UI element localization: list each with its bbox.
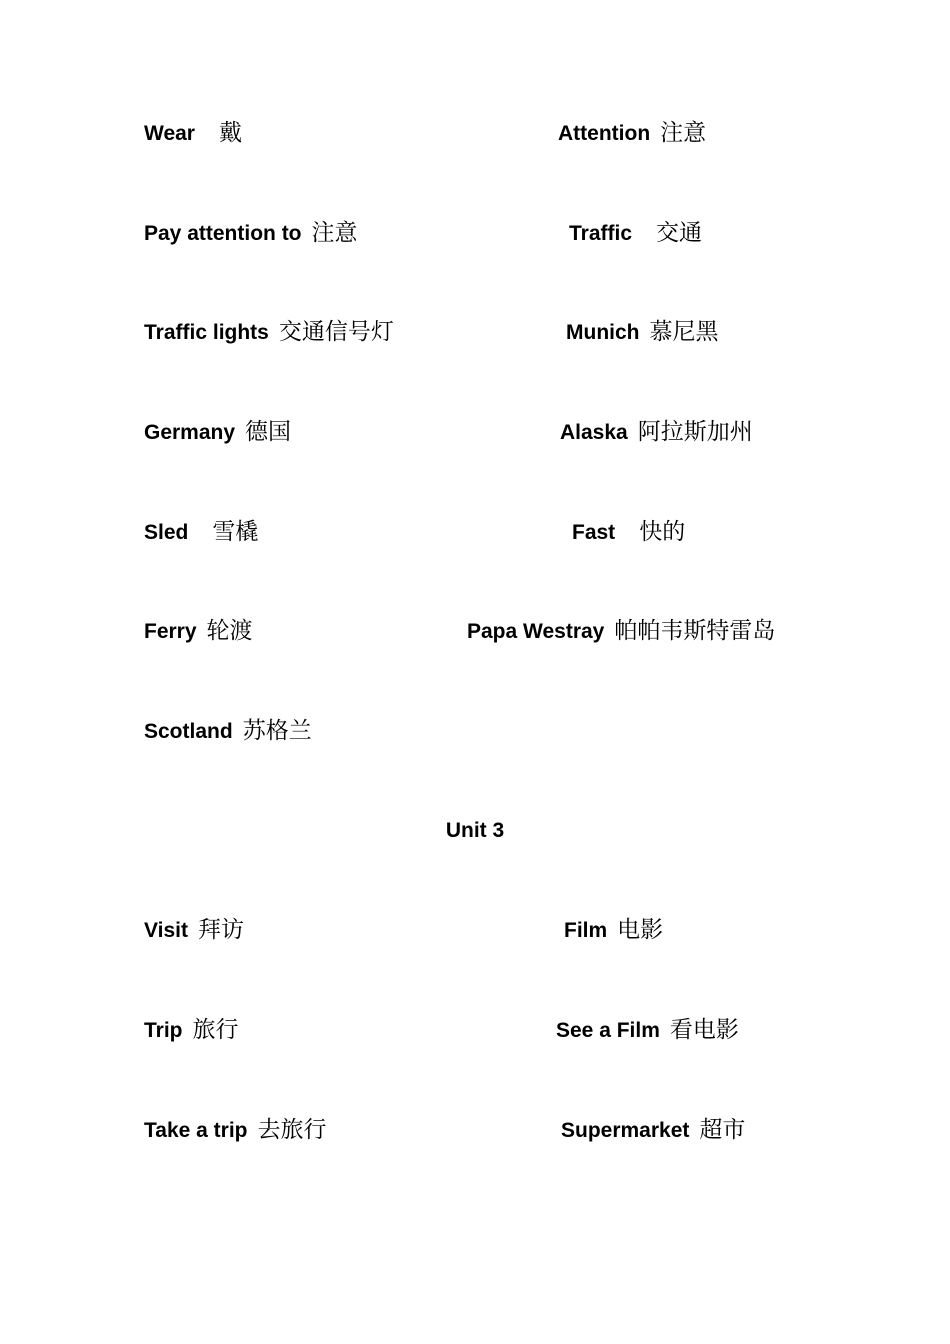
vocab-entry-wear <box>144 119 242 148</box>
vocab-entry-fast <box>572 518 685 547</box>
vocab-entry-scotland <box>144 717 312 746</box>
vocab-entry-papa-westray <box>467 617 775 646</box>
vocab-chinese: 注意 <box>660 120 707 146</box>
vocab-english: Germany <box>144 421 236 444</box>
vocab-entry-attention <box>558 119 706 148</box>
vocab-chinese: 雪橇 <box>212 519 259 545</box>
vocab-chinese: 德国 <box>245 419 292 445</box>
vocab-chinese: 慕尼黑 <box>649 319 719 345</box>
vocab-entry-film <box>564 916 663 945</box>
vocab-chinese: 阿拉斯加州 <box>637 419 753 445</box>
vocab-english: Fast <box>572 521 616 544</box>
vocab-entry-ferry <box>144 617 253 646</box>
vocab-chinese: 交通 <box>656 220 703 246</box>
vocab-chinese: 注意 <box>311 220 358 246</box>
vocab-english: Sled <box>144 521 189 544</box>
vocab-english: Film <box>564 919 608 942</box>
vocab-chinese: 快的 <box>639 519 686 545</box>
vocab-chinese: 旅行 <box>192 1017 239 1043</box>
vocab-entry-see-a-film <box>556 1016 739 1045</box>
vocab-english: Visit <box>144 919 188 942</box>
vocab-chinese: 拜访 <box>197 917 244 943</box>
vocab-entry-visit <box>144 916 244 945</box>
vocab-chinese: 超市 <box>699 1117 746 1143</box>
vocab-chinese: 轮渡 <box>206 618 253 644</box>
vocab-entry-alaska <box>560 418 753 447</box>
vocab-entry-sled <box>144 518 258 547</box>
unit-heading: Unit 3 <box>445 819 505 842</box>
vocab-chinese: 苏格兰 <box>242 718 312 744</box>
vocab-entry-traffic-lights <box>144 318 394 347</box>
vocab-entry-trip <box>144 1016 239 1045</box>
vocab-english: Traffic <box>569 222 633 245</box>
vocab-entry-pay-attention-to <box>144 219 358 248</box>
vocab-english: Papa Westray <box>467 620 605 643</box>
vocab-english: Traffic lights <box>144 321 269 344</box>
vocab-english: Trip <box>144 1019 183 1042</box>
vocab-chinese: 交通信号灯 <box>278 319 394 345</box>
vocab-chinese: 去旅行 <box>257 1117 327 1143</box>
vocab-chinese: 帕帕韦斯特雷岛 <box>614 618 776 644</box>
vocab-english: Take a trip <box>144 1119 248 1142</box>
vocab-english: Alaska <box>560 421 628 444</box>
vocab-english: Ferry <box>144 620 197 643</box>
vocab-english: Attention <box>558 122 651 145</box>
vocab-entry-germany <box>144 418 291 447</box>
vocab-english: Supermarket <box>561 1119 690 1142</box>
vocab-english: Scotland <box>144 720 233 743</box>
vocab-chinese: 戴 <box>218 120 242 146</box>
vocab-entry-munich <box>566 318 719 347</box>
vocab-english: See a Film <box>556 1019 660 1042</box>
vocab-chinese: 看电影 <box>669 1017 739 1043</box>
vocab-entry-traffic <box>569 219 702 248</box>
vocab-entry-take-a-trip <box>144 1116 326 1145</box>
vocab-english: Pay attention to <box>144 222 302 245</box>
vocab-chinese: 电影 <box>617 917 664 943</box>
vocab-english: Munich <box>566 321 640 344</box>
vocab-english: Wear <box>144 122 195 145</box>
vocab-entry-supermarket <box>561 1116 745 1145</box>
